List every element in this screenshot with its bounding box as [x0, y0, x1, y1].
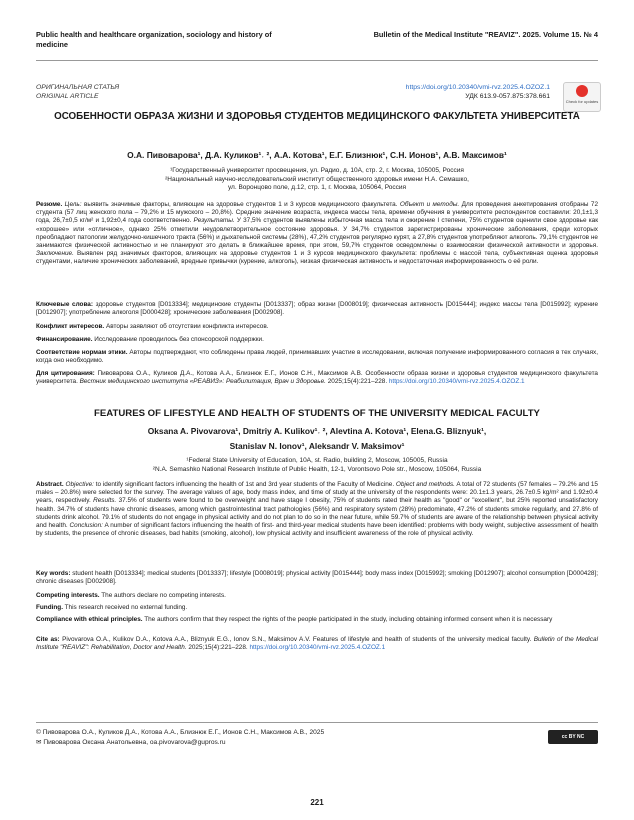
citation-en-tail: 2025;15(4):221–228.	[188, 644, 248, 652]
keywords-ru-text: здоровье студентов [D013334]; медицинские студенты [D013337]; образ жизни [D008019]; физическая активность [D015444]; индекс массы тела [D015992]; курение [D012907]; употребление алкоголя [D000428]; хронические заболевания [D002908].	[36, 301, 598, 317]
competing-interests-en-text: The authors declare no competing interests.	[101, 592, 226, 599]
affiliation-en-1: ¹Federal State University of Education, 10A, st. Radio, building 2, Moscow, 105005, Russia	[186, 457, 448, 464]
conflict-ru-text: Авторы заявляют об отсутствии конфликта интересов.	[105, 323, 269, 330]
abstract-en-methods: A total of 72 students (57 females – 79.2% and 15 males – 20.8%) were selected for the survey. The average values of age, body mass index, and time of study at the university of the respondents were: 20.1±1.3 years, 26.7±0.5 kg/m² and 1.92±0.4 years, respectively.	[36, 481, 598, 505]
corresponding-author: ✉ Пивоварова Оксана Анатольевна, oa.pivovarova@gupros.ru	[36, 739, 226, 746]
keywords-en	[36, 570, 598, 586]
article-identifiers	[406, 83, 550, 101]
keywords-en-text: student health [D013334]; medical students [D013337]; lifestyle [D008019]; physical activity [D015444]; body mass index [D015992]; smoking [D012907]; alcohol consumption [D000428]; chronic diseases [D002908].	[36, 570, 599, 586]
citation-en-label: Cite as:	[36, 636, 60, 643]
keywords-ru-label: Ключевые слова:	[36, 301, 93, 308]
abstract-en-goal: to identify significant factors influencing the health of 1st and 3rd year students of the Faculty of Medicine.	[95, 481, 395, 488]
authors-en	[36, 424, 598, 454]
article-type	[36, 83, 119, 101]
cc-license-icon[interactable]: cc BY NC	[548, 730, 598, 744]
citation-ru-label: Для цитирования:	[36, 370, 95, 377]
abstract-en-methods-label: Object and methods.	[395, 481, 455, 488]
conflict-ru	[36, 323, 598, 331]
abstract-ru-goal-label: Цель:	[64, 201, 82, 208]
ethics-en	[36, 616, 598, 624]
ethics-ru-label: Соответствие нормам этики.	[36, 349, 128, 356]
abstract-ru-goal: выявить значимые факторы, влияющие на здоровье студентов 1 и 3 курсов медицинского факультета.	[83, 201, 398, 208]
funding-en-label: Funding.	[36, 604, 63, 611]
citation-en	[36, 636, 598, 652]
conflict-ru-label: Конфликт интересов.	[36, 323, 105, 330]
header-section-title: Public health and healthcare organization, sociology and history of medicine	[36, 30, 272, 49]
abstract-ru-label: Резюме.	[36, 201, 63, 208]
citation-en-journal: Bulletin of the Medical Institute "REAVIZ": Rehabilitation, Doctor and Health.	[36, 636, 599, 652]
affiliation-ru-3: ул. Воронцово поле, д.12, стр. 1, г. Москва, 105064, Россия	[227, 184, 407, 192]
citation-ru-journal: Вестник медицинского института «РЕАВИЗ»: Реабилитация, Врач и Здоровье.	[79, 378, 326, 386]
authors-ru: О.А. Пивоварова¹, Д.А. Куликов¹˒ ², А.А. Котова¹, Е.Г. Близнюк¹, С.Н. Ионов¹, А.В. Максимов¹	[127, 150, 507, 160]
competing-interests-en	[36, 592, 598, 600]
ethics-ru	[36, 349, 598, 365]
abstract-ru-results-label: Результаты.	[193, 217, 235, 225]
abstract-en-label: Abstract.	[36, 481, 64, 488]
citation-ru-doi-link[interactable]: https://doi.org/10.20340/vmi-rvz.2025.4.OZOZ.1	[388, 378, 525, 386]
funding-ru-text: Исследование проводилось без спонсорской поддержки.	[94, 336, 264, 343]
affiliations-en	[36, 457, 598, 474]
funding-en-text: This research received no external funding.	[64, 604, 188, 611]
funding-en	[36, 604, 598, 612]
abstract-en-results: 37.5% of students were found to be overweight and have stage I obesity, 75% of students rated their health as "good" or "excellent", but 25% reported unsatisfactory health. 34.7% of students have chronic diseases, among which gastrointestinal tract pathologies (56%) and respiratory system (28%) predominate, 47.2% of students smoke regularly, and 27.8% of students drink alcohol. 79.1% of students do not engage in physical activity and do not plan to do so in the near future, while 59.7% of students are aware of the relationship between physical activity and health.	[36, 497, 598, 530]
abstract-ru-methods-label: Объект и методы.	[399, 201, 460, 208]
citation-ru-text: Пивоварова О.А., Куликов Д.А., Котова А.А., Близнюк Е.Г., Ионов С.Н., Максимов А.В. Особенности образа жизни и здоровья студентов медицинского факультета университета.	[36, 370, 598, 386]
citation-ru-tail: 2025;15(4):221–228.	[327, 378, 388, 386]
header-journal-title: Bulletin of the Medical Institute "REAVIZ". 2025. Volume 15. № 4	[373, 30, 598, 39]
copyright-notice: © Пивоварова О.А., Куликов Д.А., Котова А.А., Близнюк Е.Г., Ионов С.Н., Максимов А.В., 2025	[36, 729, 325, 736]
ethics-en-label: Compliance with ethical principles.	[36, 616, 143, 623]
page-number: 221	[310, 798, 324, 807]
citation-en-doi-link[interactable]: https://doi.org/10.20340/vmi-rvz.2025.4.OZOZ.1	[249, 644, 386, 652]
abstract-en-conclusion: A number of significant factors influencing the health of first- and third-year medical students have been identified: problems with body weight, subjective assessment of health by students, the presence of chronic diseases, bad habits (smoking, alcohol), low physical activity and insufficient awareness of the role of physical activity.	[36, 522, 598, 538]
affiliation-ru-2: ²Национальный научно-исследовательский институт общественного здоровья имени Н.А. Семашко,	[165, 175, 469, 183]
affiliations-ru	[36, 167, 598, 193]
check-for-updates-badge[interactable]	[563, 82, 601, 112]
running-header	[36, 30, 598, 61]
crossmark-icon	[576, 85, 588, 97]
badge-label: Check for updates	[565, 99, 599, 104]
funding-ru	[36, 336, 598, 344]
article-type-ru: ОРИГИНАЛЬНАЯ СТАТЬЯ	[36, 84, 120, 91]
citation-en-text: Pivovarova O.A., Kulikov D.A., Kotova A.A., Bliznyuk E.G., Ionov S.N., Maksimov A.V. Features of lifestyle and health of students of the university medical faculty.	[62, 636, 532, 643]
article-type-en: ORIGINAL ARTICLE	[36, 93, 99, 100]
abstract-ru	[36, 201, 598, 267]
title-en: FEATURES OF LIFESTYLE AND HEALTH OF STUDENTS OF THE UNIVERSITY MEDICAL FACULTY	[94, 408, 540, 419]
funding-ru-label: Финансирование.	[36, 336, 93, 343]
ethics-en-text: The authors confirm that they respect the rights of the people participated in the study, including obtaining informed consent when it is necessary	[144, 616, 553, 623]
abstract-ru-conclusion-label: Заключение.	[36, 250, 74, 258]
abstract-ru-methods: Для проведения анкетирования отобраны 72 студента (57 лиц женского пола – 79,2% и 15 мужского – 20,8%). Средние значение возраста, индекса массы тела, времени обучения в университете респондентов составили: 20,1±1,3 года, 26,7±0,5 кг/м² и 1,92±0,4 года соответственно.	[36, 201, 599, 225]
affiliation-en-2: ²N.A. Semashko National Research Institute of Public Health, 12-1, Vorontsovo Pole str., Moscow, 105064, Russia	[152, 465, 482, 473]
keywords-en-label: Key words:	[36, 570, 71, 577]
keywords-ru	[36, 301, 598, 317]
abstract-ru-conclusion: Выявлен ряд значимых факторов, влияющих на здоровье студентов 1 и 3 курсов медицинского факультета: проблемы с массой тела, субъективная оценка здоровья студентами, наличие хронических заболеваний, вредные привычки (курение, алкоголь), низкая физическая активность и недостаточная информированность о её роли.	[36, 250, 598, 266]
abstract-en-results-label: Results.	[93, 497, 117, 505]
abstract-ru-results: У 37,5% студентов выявлены избыточная масса тела и ожирение I степени, 75% студентов оценили свое здоровье как «хорошее» или «отличное», однако 25% отметили неудовлетворительное состояние здоровья. У 34,7% студентов зарегистрированы хронические заболевания, среди которых преобладают патологии желудочно-кишечного тракта (56%) и дыхательной системы (28%), 47,2% студентов регулярно курят, а 27,8% студентов употребляют алкоголь. 79,1% студентов не занимаются физической активностью и не планируют это делать в ближайшее время, при этом, 59,7% студентов осведомлены о взаимосвязи физической активности и здоровья.	[36, 217, 598, 250]
doi-link[interactable]: https://doi.org/10.20340/vmi-rvz.2025.4.OZOZ.1	[405, 84, 550, 91]
abstract-en-goal-label: Objective:	[65, 481, 94, 488]
citation-ru	[36, 370, 598, 386]
competing-interests-en-label: Competing interests.	[36, 592, 100, 599]
ethics-ru-text: Авторы подтверждают, что соблюдены права людей, принимавших участие в исследовании, включая получение информированного согласия в тех случаях, когда оно необходимо.	[36, 349, 599, 365]
authors-en-line-2: Stanislav N. Ionov¹, Aleksandr V. Maksimov¹	[229, 441, 405, 451]
udk-code: УДК 613.9-057.875:378.661	[465, 93, 550, 100]
affiliation-ru-1: ¹Государственный университет просвещения, ул. Радио, д. 10А, стр. 2, г. Москва, 105005, Россия	[170, 167, 464, 174]
title-ru: ОСОБЕННОСТИ ОБРАЗА ЖИЗНИ И ЗДОРОВЬЯ СТУДЕНТОВ МЕДИЦИНСКОГО ФАКУЛЬТЕТА УНИВЕРСИТЕТА	[54, 111, 580, 122]
footer-divider	[36, 722, 598, 723]
abstract-en-conclusion-label: Conclusion:	[69, 522, 103, 530]
abstract-en	[36, 481, 598, 538]
authors-en-line-1: Oksana A. Pivovarova¹, Dmitriy A. Kulikov¹˒ ², Alevtina A. Kotova¹, Elena.G. Bliznyuk¹,	[147, 426, 487, 436]
